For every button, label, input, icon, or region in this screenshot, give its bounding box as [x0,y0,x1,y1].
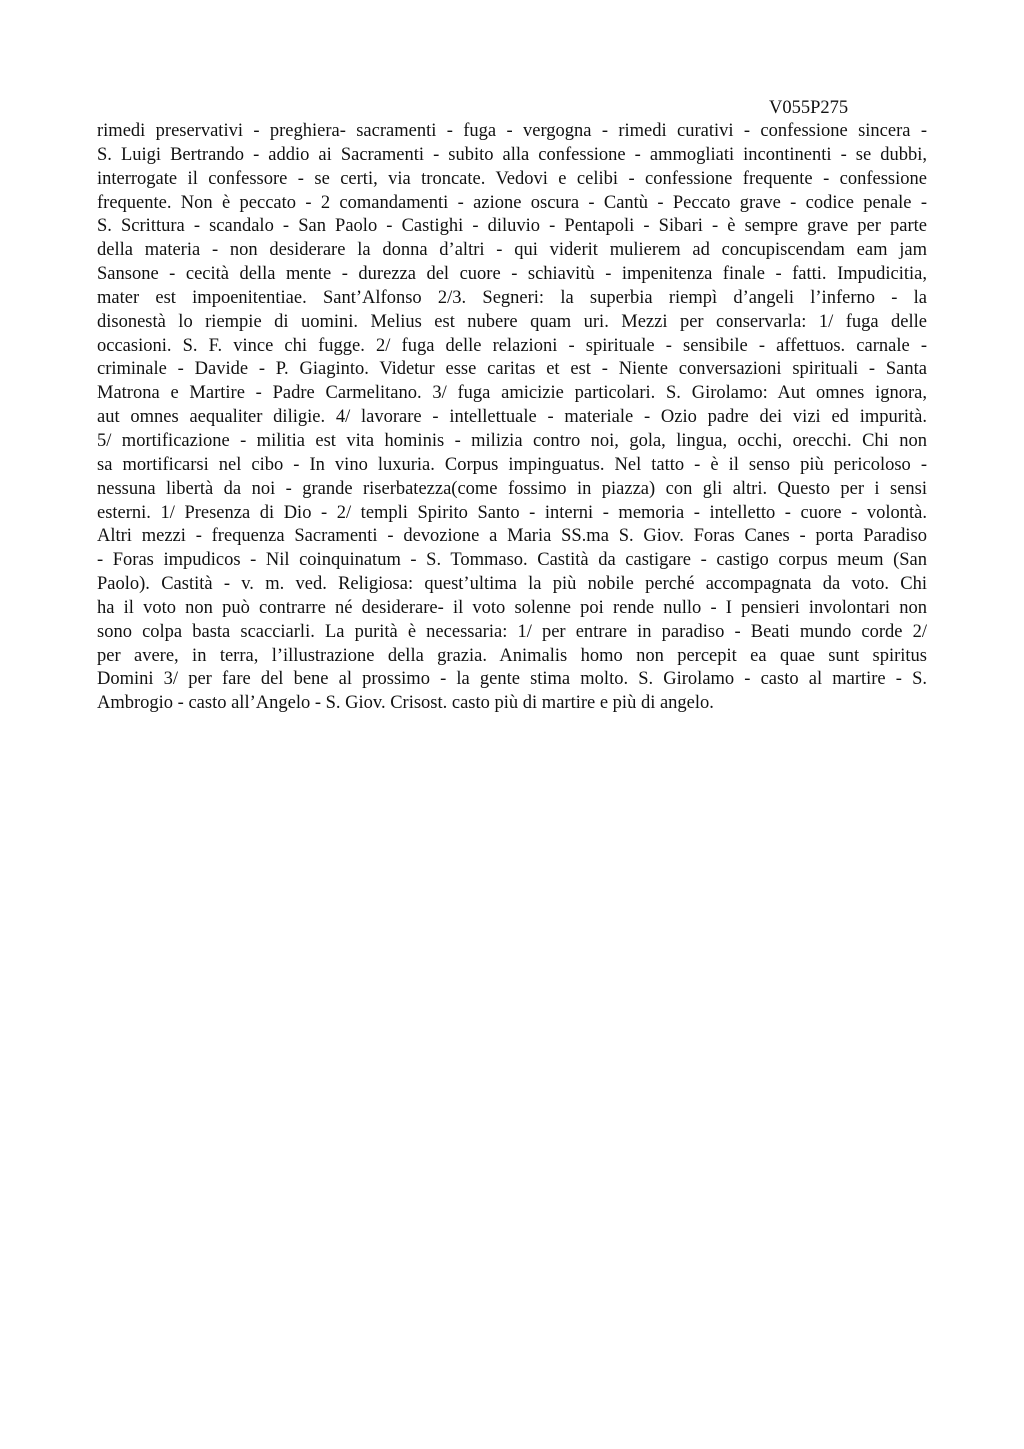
text-line: 5/ mortificazione - militia est vita hominis - milizia contro noi, gola, lingua, occhi, orecchi. Chi non [97,430,927,451]
text-line: mater est impoenitentiae. Sant’Alfonso 2/3. Segneri: la superbia riempì d’angeli l’inferno - la [97,287,927,308]
text-line: Ambrogio - casto all’Angelo - S. Giov. Crisost. casto più di martire e più di angelo. [97,693,714,714]
text-line: S. Scrittura - scandalo - San Paolo - Castighi - diluvio - Pentapoli - Sibari - è sempre grave per parte [97,216,927,237]
text-line: Matrona e Martire - Padre Carmelitano. 3/ fuga amicizie particolari. S. Girolamo: Aut omnes ignora, [97,383,927,404]
text-line: - Foras impudicos - Nil coinquinatum - S. Tommaso. Castità da castigare - castigo corpus meum (San [97,550,927,571]
text-line: per avere, in terra, l’illustrazione della grazia. Animalis homo non percepit ea quae sunt spiritus [97,645,927,666]
text-line: Sansone - cecità della mente - durezza del cuore - schiavitù - impenitenza finale - fatti. Impudicitia, [97,264,927,285]
text-line: occasioni. S. F. vince chi fugge. 2/ fuga delle relazioni - spirituale - sensibile - affettuos. carnale - [97,335,927,356]
text-line: interrogate il confessore - se certi, via troncate. Vedovi e celibi - confessione frequente - confessione [97,168,927,189]
text-line: Altri mezzi - frequenza Sacramenti - devozione a Maria SS.ma S. Giov. Foras Canes - porta Paradiso [97,526,927,547]
text-line: della materia - non desiderare la donna d’altri - qui viderit mulierem ad concupiscendam eam jam [97,240,927,261]
page-identifier: V055P275 [769,98,849,118]
text-line: disonestà lo riempie di uomini. Melius est nubere quam uri. Mezzi per conservarla: 1/ fuga delle [97,311,927,332]
text-line: criminale - Davide - P. Giaginto. Videtur esse caritas et est - Niente conversazioni spirituali - Santa [97,359,927,380]
text-line: rimedi preservativi - preghiera- sacramenti - fuga - vergogna - rimedi curativi - confessione sincera - [97,121,927,141]
text-line: aut omnes aequaliter diligie. 4/ lavorare - intellettuale - materiale - Ozio padre dei vizi ed impurità. [97,407,927,428]
body-paragraph [97,120,927,716]
text-line: nessuna libertà da noi - grande riserbatezza(come fossimo in piazza) con gli altri. Questo per i sensi [97,478,927,499]
text-line: S. Luigi Bertrando - addio ai Sacramenti - subito alla confessione - ammogliati incontinenti - se dubbi, [97,144,927,165]
text-line: ha il voto non può contrarre né desiderare- il voto solenne poi rende nullo - I pensieri involontari non [97,597,927,618]
text-line: Domini 3/ per fare del bene al prossimo - la gente stima molto. S. Girolamo - casto al martire - S. [97,669,927,690]
text-line: sa mortificarsi nel cibo - In vino luxuria. Corpus impinguatus. Nel tatto - è il senso più pericoloso - [97,454,927,475]
text-line: Paolo). Castità - v. m. ved. Religiosa: quest’ultima la più nobile perché accompagnata da voto. Chi [97,574,927,595]
text-line: esterni. 1/ Presenza di Dio - 2/ templi Spirito Santo - interni - memoria - intelletto - cuore - volontà. [97,502,927,523]
text-line: sono colpa basta scacciarli. La purità è necessaria: 1/ per entrare in paradiso - Beati mundo corde 2/ [97,621,927,642]
text-line: frequente. Non è peccato - 2 comandamenti - azione oscura - Cantù - Peccato grave - codice penale - [97,192,927,213]
